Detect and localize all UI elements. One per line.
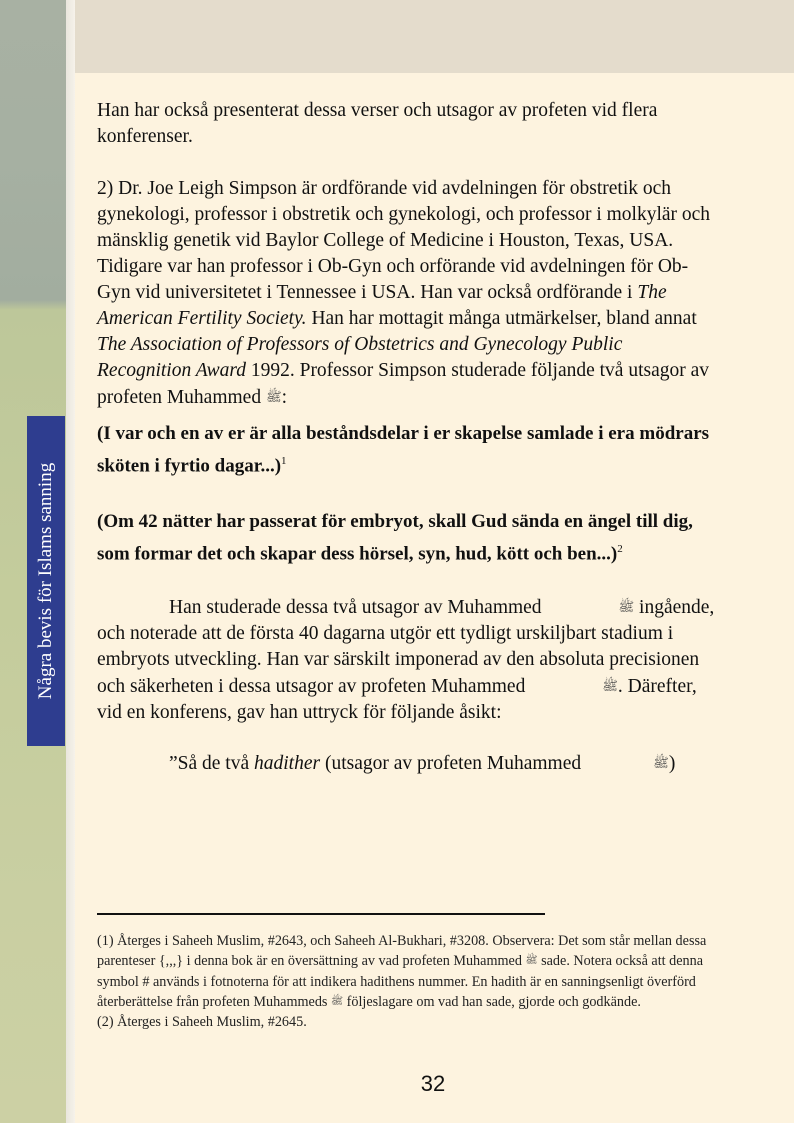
text-run: 2) Dr. Joe Leigh Simpson är ordförande vid avdelningen för obstretik och gynekologi, professor i obstretik och gynekologi, och professor i molkylär och mänsklig genetik vid Baylor College of Medicine i Houston, Texas, USA. Tidigare var han professor i Ob-Gyn och orförande vid avdelningen för Ob-Gyn vid universitetet i Tennessee i USA. Han var också ordförande i [97,178,711,303]
book-title: Några bevis för Islams sanning [35,462,57,700]
pbuh-symbol: ﷺ [525,955,538,967]
header-band [75,0,794,73]
award-name: The Association of Professors of Obstetrics and Gynecology Public Recognition Award [97,334,623,381]
text-run: : [281,387,288,408]
pbuh-symbol: ﷺ [265,389,282,404]
text-run: ”Så de två [169,752,255,774]
hadither-term: hadither [254,752,321,774]
text-run: Han studerade dessa två utsagor av Muhammed [169,596,547,618]
hadith-quote-1 [97,421,717,479]
text-run: ingående, och noterade att de första 40 dagarna utgör ett tydligt urskiljbart stadium i embryots utveckling. Han var särskilt imponerad av den absoluta precisionen och säkerheten i dessa utsagor av profeten Muhammed [97,596,715,697]
main-text [97,98,717,777]
book-title-tab [27,416,65,746]
pbuh-symbol: ﷺ [653,754,669,770]
text-run: Han har mottagit många utmärkelser, bland annat [306,308,697,329]
footnote-2: (2) Återges i Saheeh Muslim, #2645. [97,1014,307,1031]
paragraph-3 [97,594,717,726]
footnote-ref-2: 2 [617,542,623,555]
footnote-rule [97,913,545,915]
text-run: (utsagor av profeten Muhammed [320,752,582,774]
footnote-ref-1: 1 [281,454,287,467]
text-run: sade. Notera också att denna symbol # används i fotnoterna för att indikera hadithens nummer. En hadith är en sanningsenligt överförd återberättelse från profeten Muhammeds [97,953,704,1010]
hadith-quote-2 [97,509,717,567]
quote-text: (Om 42 nätter har passerat för embryot, skall Gud sända en ängel till dig, som formar det och skapar dess hörsel, syn, hud, kött och ben...) [97,511,693,565]
quote-text: (I var och en av er är alla beståndsdelar i er skapelse samlade i era mödrars sköten i fyrtio dagar...) [97,423,710,476]
footnotes [97,931,717,1032]
sidebar-shadow [66,0,75,1123]
page-number: 32 [420,1071,446,1096]
paragraph-1: Han har också presenterat dessa verser och utsagor av profeten vid flera konferenser. [97,100,658,147]
society-name: The American Fertility Society. [97,282,667,329]
pbuh-symbol: ﷺ [331,995,344,1007]
text-run: följeslagare om vad han sade, gjorde och godkände. [343,993,641,1010]
text-run: . Därefter, vid en konferens, gav han uttryck för följande åsikt: [97,675,697,723]
text-run: ) [668,752,676,774]
pbuh-symbol: ﷺ [602,677,618,693]
footnote-1 [97,931,717,1012]
pbuh-symbol: ﷺ [618,598,635,614]
text-run: 1992. Professor Simpson studerade följande två utsagor av profeten Muhammed [97,360,710,408]
paragraph-4 [97,750,717,777]
paragraph-2 [97,176,717,411]
text-run: (1) Återges i Saheeh Muslim, #2643, och Saheeh Al-Bukhari, #3208. Observera: Det som står mellan dessa parenteser {,,,} i denna bok är en översättning av vad profeten Muhammed [97,933,707,970]
